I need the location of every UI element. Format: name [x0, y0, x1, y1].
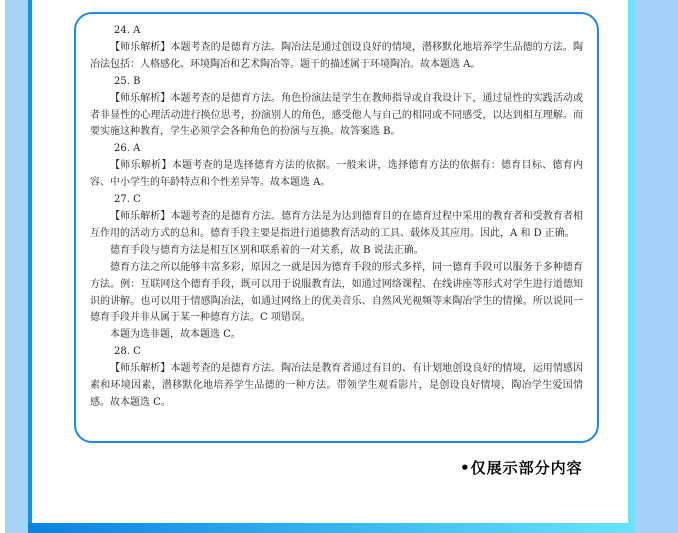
answer-entry	[90, 141, 583, 192]
answer-explanations-panel	[74, 12, 599, 443]
explanation-paragraph: 【师乐解析】本题考查的是德育方法。角色扮演法是学生在教师指导或自我设计下，通过显性的实践活动或者非显性的心理活动进行换位思考，扮演别人的角色，感受他人与自己的相同或不同感受，以达到相互理解。而要实施这种教育，学生必须学会各种角色的扮演与互换。故答案选 B。	[90, 92, 583, 138]
answer-entry	[90, 344, 583, 412]
explanation-paragraph: 【师乐解析】本题考查的是德育方法。陶冶法是通过创设良好的情境，潜移默化地培养学生品德的方法。陶冶法包括：人格感化、环境陶冶和艺术陶冶等。题干的描述属于环境陶冶。故本题选 A。	[90, 41, 583, 70]
answer-number: 25. B	[114, 75, 141, 87]
explanation-paragraph: 德育手段与德育方法是相互区别和联系着的一对关系，故 B 说法正确。	[110, 244, 424, 256]
answer-number: 27. C	[114, 194, 141, 206]
answer-number: 26. A	[114, 143, 141, 155]
answer-entry	[90, 23, 583, 74]
bottom-gradient-bar	[28, 523, 635, 533]
explanation-paragraph: 【师乐解析】本题考查的是德育方法。德育方法是为达到德育目的在德育过程中采用的教育者和受教育者相互作用的活动方式的总和。德育手段主要是指进行道德教育活动的工具、载体及其应用。因此，A 和 D 正确。	[90, 210, 583, 239]
left-blue-strip	[5, 0, 28, 533]
explanation-paragraph: 本题为选非题，故本题选 C。	[110, 329, 241, 341]
right-blue-strip	[635, 0, 678, 533]
answer-entry	[90, 192, 583, 344]
answer-explanations-list	[90, 23, 583, 412]
explanation-paragraph: 【师乐解析】本题考查的是德育方法。陶冶法是教育者通过有目的、有计划地创设良好的情境，运用情感因素和环境因素，潜移默化地培养学生品德的一种方法。带领学生观看影片，是创设良好情境，陶冶学生爱国情感。故本题选 C。	[90, 363, 583, 408]
answer-number: 24. A	[114, 25, 141, 36]
answer-entry	[90, 74, 583, 142]
explanation-paragraph: 德育方法之所以能够丰富多彩，原因之一就是因为德育手段的形式多样，同一德育手段可以服务于多种德育方法。例：互联网这个德育手段，既可以用于说服教育法，如通过网络课程、在线讲座等形式对学生进行道德知识的讲解。也可以用于情感陶冶法，如通过网络上的优美音乐、自然风光视频等来陶冶学生的情操。所以说同一德育手段并非从属于某一种德育方法。C 项错误。	[90, 261, 583, 324]
partial-content-note: •仅展示部分内容	[460, 459, 583, 477]
left-accent-line	[28, 0, 32, 533]
answer-number: 28. C	[114, 346, 141, 358]
right-cyan-strip	[628, 0, 635, 533]
explanation-paragraph: 【师乐解析】本题考查的是选择德育方法的依据。一般来讲，选择德育方法的依据有：德育目标、德育内容、中小学生的年龄特点和个性差异等。故本题选 A。	[90, 160, 583, 189]
